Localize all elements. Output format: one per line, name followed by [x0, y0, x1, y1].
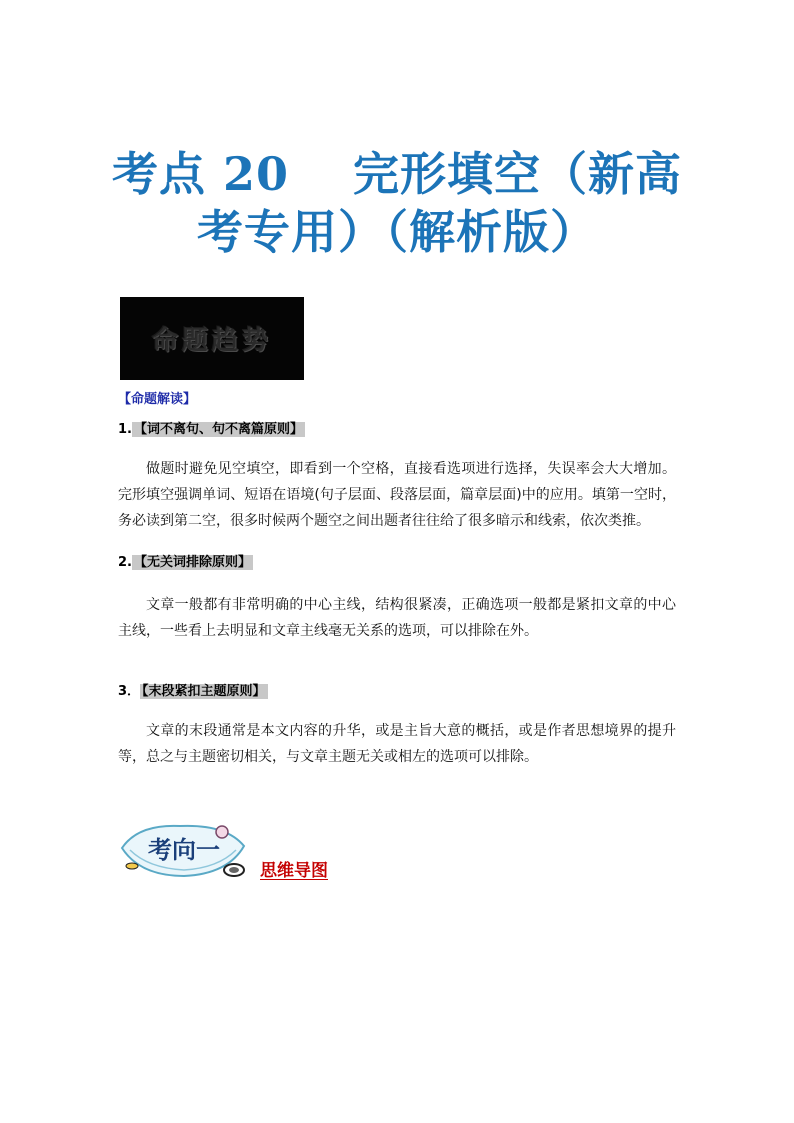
rule-1-paragraph: 做题时避免见空填空，即看到一个空格，直接看选项进行选择，失误率会大大增加。完形填空强调单词、短语在语境(句子层面、段落层面，篇章层面)中的应用。填第一空时，务必读到第二空，很多时候两个题空之间出题者往往给了很多暗示和线索，依次类推。: [118, 461, 676, 529]
rule-3-paragraph: 文章的末段通常是本文内容的升华，或是主旨大意的概括，或是作者思想境界的提升等，总之与主题密切相关，与文章主题无关或相左的选项可以排除。: [118, 723, 676, 765]
trend-banner-image: [120, 297, 304, 380]
rule-3-heading: [118, 683, 268, 701]
rule-1-label: 【词不离句、句不离篇原则】: [133, 422, 303, 437]
rule-2-label: 【无关词排除原则】: [133, 555, 251, 570]
section-badge-text: 考向一: [148, 835, 220, 864]
mind-map-link[interactable]: 思维导图: [260, 861, 328, 881]
rule-3-number: 3．: [118, 684, 141, 699]
document-title-line-2: 考专用）（解析版）: [197, 205, 597, 259]
rule-2-number: 2.: [118, 555, 132, 570]
section-badge-icon: [118, 818, 250, 884]
document-title-line-1: 考点 20 完形填空（新高: [111, 147, 683, 201]
rule-3-label: 【末段紧扣主题原则】: [142, 684, 266, 699]
analysis-heading: 【命题解读】: [118, 392, 197, 407]
rule-1-heading: [118, 421, 305, 439]
trend-banner-text: 命题趋势: [151, 326, 272, 356]
rule-2-heading: [118, 554, 253, 572]
rule-1-number: 1.: [118, 422, 132, 437]
rule-2-paragraph: 文章一般都有非常明确的中心主线，结构很紧凑，正确选项一般都是紧扣文章的中心主线，一些看上去明显和文章主线毫无关系的选项，可以排除在外。: [118, 597, 676, 639]
